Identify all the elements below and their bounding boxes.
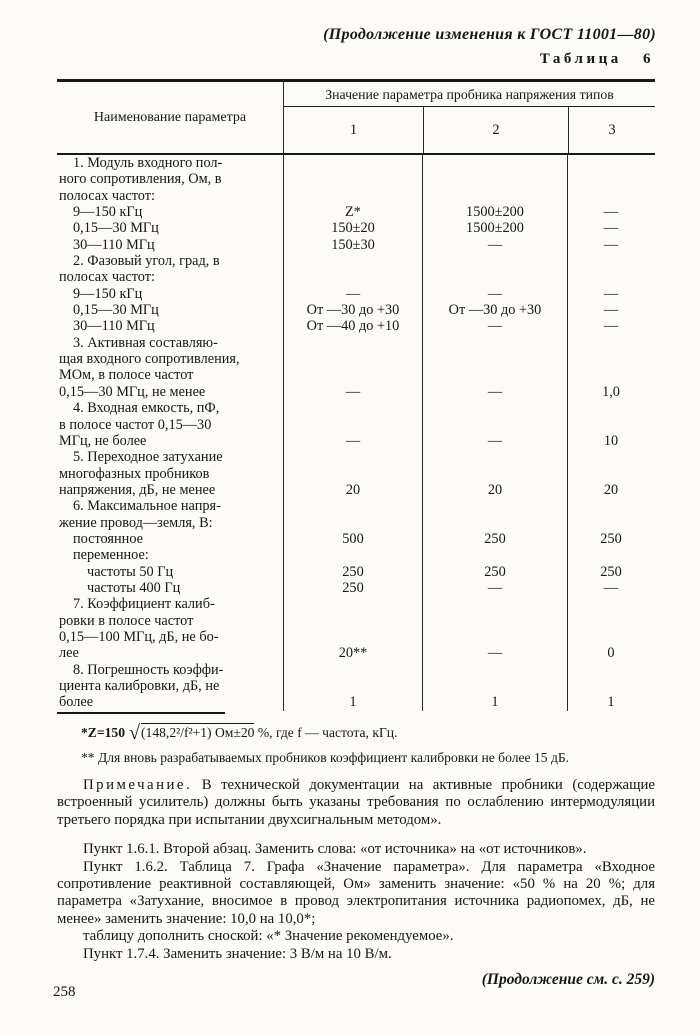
value-cell-type-2: [422, 662, 567, 678]
continuation-header: (Продолжение изменения к ГОСТ 11001—80): [323, 26, 656, 43]
parameters-table: [57, 79, 655, 711]
value-cell-type-3: 1,0: [567, 384, 654, 400]
value-cell-type-2: [422, 449, 567, 465]
value-cell-type-3: [567, 466, 654, 482]
value-cell-type-2: [422, 269, 567, 285]
values-header-group: [283, 82, 655, 153]
parameter-text: полосах частот:: [59, 187, 155, 204]
table-row: [57, 564, 655, 580]
value-cell-type-2: —: [422, 433, 567, 449]
table-row: [57, 335, 655, 351]
table-row: [57, 580, 655, 596]
table-body: [57, 155, 655, 711]
value-cell-type-2: —: [422, 237, 567, 253]
value-cell-type-2: [422, 351, 567, 367]
value-cell-type-3: —: [567, 237, 654, 253]
value-cell-type-3: [567, 367, 654, 383]
table-row: [57, 286, 655, 302]
type-column-3-header: 3: [568, 107, 655, 153]
parameter-text: 7. Коэффициент калиб-: [73, 596, 215, 613]
note-label: Примечание.: [83, 777, 193, 793]
type-column-1-header: 1: [349, 122, 358, 138]
parameter-text: 6. Максимальное напря-: [73, 498, 221, 515]
parameter-text: переменное:: [73, 547, 149, 564]
value-cell-type-1: [283, 629, 422, 645]
table-row: [57, 662, 655, 678]
value-cell-type-3: 0: [567, 645, 654, 661]
value-cell-type-1: [283, 335, 422, 351]
table-row: [57, 531, 655, 547]
footnote-divider: [57, 712, 225, 714]
value-cell-type-3: [567, 188, 654, 204]
value-cell-type-2: [422, 613, 567, 629]
parameter-text: жение провод—земля, В:: [59, 514, 213, 531]
value-cell-type-2: [422, 498, 567, 514]
value-cell-type-2: [422, 253, 567, 269]
table-row: [57, 302, 655, 318]
parameter-text: лее: [59, 645, 79, 662]
amendment-paragraph-4: Пункт 1.7.4. Заменить значение: 3 В/м на 10 В/м.: [83, 945, 392, 962]
table-row: [57, 613, 655, 629]
parameter-text: 5. Переходное затухание: [73, 449, 223, 466]
value-cell-type-3: 250: [567, 531, 654, 547]
type-column-2-header: 2: [423, 107, 568, 153]
value-cell-type-3: 1: [567, 694, 654, 710]
table-row: [57, 645, 655, 661]
value-cell-type-3: [567, 400, 654, 416]
value-cell-type-3: 10: [567, 433, 654, 449]
parameter-text: МГц, не более: [59, 432, 147, 449]
value-cell-type-2: [422, 678, 567, 694]
table-row: [57, 678, 655, 694]
value-cell-type-2: —: [422, 580, 567, 596]
page-number: 258: [53, 984, 76, 1000]
table-row: [57, 417, 655, 433]
note-text: В технической документации на активные пробники (содержащие встроенный усилитель) должны быть указаны требования по ослаблению интермодуляции третьего порядка при испытании двухсигнальным методом».: [57, 777, 655, 828]
value-cell-type-1: [283, 466, 422, 482]
value-cell-type-1: —: [283, 286, 422, 302]
parameter-text: 2. Фазовый угол, град, в: [73, 253, 220, 270]
below-table-content: [57, 708, 655, 989]
parameter-text: 30—110 МГц: [73, 236, 155, 253]
parameter-text: 30—110 МГц: [73, 318, 155, 335]
type-columns-row: [284, 107, 655, 153]
value-cell-type-2: [422, 417, 567, 433]
parameter-text: более: [59, 694, 94, 711]
table-row: [57, 155, 655, 171]
parameter-text: ного сопротивления, Ом, в: [59, 171, 222, 188]
parameter-text: полосах частот:: [59, 269, 155, 286]
value-cell-type-1: 250: [283, 580, 422, 596]
value-cell-type-3: —: [567, 302, 654, 318]
table-row: [57, 237, 655, 253]
value-cell-type-2: 250: [422, 531, 567, 547]
formula-prefix: *Z=150: [81, 725, 126, 740]
value-cell-type-1: 150±30: [283, 237, 422, 253]
value-cell-type-1: От —30 до +30: [283, 302, 422, 318]
table-header: [57, 79, 655, 155]
value-cell-type-1: [283, 613, 422, 629]
value-cell-type-1: —: [283, 433, 422, 449]
value-cell-type-1: [283, 253, 422, 269]
parameter-text: в полосе частот 0,15—30: [59, 416, 212, 433]
parameter-text: ровки в полосе частот: [59, 612, 194, 629]
value-cell-type-3: 20: [567, 482, 654, 498]
value-cell-type-1: [283, 171, 422, 187]
continuation-footer: (Продолжение см. с. 259): [481, 971, 655, 989]
table-row: [57, 547, 655, 563]
table-row: [57, 629, 655, 645]
value-cell-type-1: 20: [283, 482, 422, 498]
value-cell-type-3: [567, 449, 654, 465]
parameter-text: 3. Активная составляю-: [73, 334, 218, 351]
parameter-text: постоянное: [73, 530, 143, 547]
value-cell-type-2: [422, 466, 567, 482]
value-cell-type-3: [567, 253, 654, 269]
values-header: Значение параметра пробника напряжения типов: [284, 82, 655, 107]
table-row: [57, 596, 655, 612]
value-cell-type-2: —: [422, 384, 567, 400]
value-cell-type-2: [422, 155, 567, 171]
value-cell-type-1: [283, 269, 422, 285]
value-cell-type-3: [567, 613, 654, 629]
value-cell-type-2: [422, 335, 567, 351]
table-row: [57, 351, 655, 367]
table-row: [57, 482, 655, 498]
value-cell-type-3: [567, 596, 654, 612]
value-cell-type-2: —: [422, 318, 567, 334]
value-cell-type-3: —: [567, 318, 654, 334]
amendment-paragraph-1: Пункт 1.6.1. Второй абзац. Заменить слова: «от источника» на «от источников».: [83, 841, 587, 858]
parameter-text: циента калибровки, дБ, не: [59, 678, 220, 694]
value-cell-type-3: 250: [567, 564, 654, 580]
value-cell-type-1: 20**: [283, 645, 422, 661]
table-caption: Таблица 6: [539, 51, 654, 67]
table-row: [57, 220, 655, 236]
table-row: [57, 449, 655, 465]
value-cell-type-1: [283, 417, 422, 433]
value-cell-type-1: [283, 678, 422, 694]
value-cell-type-1: 1: [283, 694, 422, 710]
table-row: [57, 466, 655, 482]
parameter-name-header: Наименование параметра: [93, 109, 247, 125]
parameter-text: 9—150 кГц: [73, 204, 143, 221]
formula-tail: %, где f — частота, кГц.: [254, 725, 398, 740]
value-cell-type-2: 20: [422, 482, 567, 498]
value-cell-type-3: —: [567, 220, 654, 236]
value-cell-type-3: [567, 269, 654, 285]
value-cell-type-1: [283, 498, 422, 514]
value-cell-type-1: [283, 351, 422, 367]
value-cell-type-3: [567, 351, 654, 367]
table-row: [57, 400, 655, 416]
value-cell-type-1: Z*: [283, 204, 422, 220]
value-cell-type-2: —: [422, 645, 567, 661]
value-cell-type-3: [567, 547, 654, 563]
value-cell-type-3: [567, 515, 654, 531]
value-cell-type-3: [567, 335, 654, 351]
value-cell-type-3: [567, 171, 654, 187]
parameter-text: 0,15—30 МГц: [73, 302, 159, 319]
table-row: [57, 269, 655, 285]
table-row: [57, 204, 655, 220]
footnote-formula: [57, 723, 655, 743]
value-cell-type-2: 1500±200: [422, 204, 567, 220]
value-cell-type-3: —: [567, 286, 654, 302]
formula-expression: (148,2²/f²+1) Ом±20: [141, 725, 255, 740]
footnote-second: ** Для вновь разрабатываемых пробников коэффициент калибровки не более 15 дБ.: [81, 750, 570, 765]
value-cell-type-2: От —30 до +30: [422, 302, 567, 318]
value-cell-type-3: [567, 155, 654, 171]
value-cell-type-3: [567, 498, 654, 514]
amendment-paragraph-3: таблицу дополнить сноской: «* Значение рекомендуемое».: [83, 928, 454, 945]
value-cell-type-2: [422, 400, 567, 416]
value-cell-type-1: [283, 188, 422, 204]
parameter-text: частоты 50 Гц: [87, 563, 174, 580]
value-cell-type-3: —: [567, 580, 654, 596]
value-cell-type-2: 1: [422, 694, 567, 710]
table-row: [57, 188, 655, 204]
value-cell-type-1: [283, 400, 422, 416]
parameter-text: 8. Погрешность коэффи-: [73, 661, 224, 678]
amendment-paragraph-2: Пункт 1.6.2. Таблица 7. Графа «Значение параметра». Для параметра «Входное сопротивление реактивной составляющей, Ом» заменить значение: «50 % на 20 %; для параметра «Затухание, вносимое в провод электропитания источника радиопомех, дБ, не менее» заменить значение: 10,0 на 10,0*;: [57, 858, 655, 927]
parameter-text: многофазных пробников: [59, 465, 210, 482]
value-cell-type-1: [283, 596, 422, 612]
parameter-text: 0,15—30 МГц, не менее: [59, 383, 206, 400]
parameter-text: МОм, в полосе частот: [59, 367, 194, 384]
parameter-text: 0,15—100 МГц, дБ, не бо-: [59, 628, 219, 645]
table-row: [57, 318, 655, 334]
value-cell-type-1: [283, 547, 422, 563]
value-cell-type-3: [567, 629, 654, 645]
value-cell-type-1: [283, 449, 422, 465]
table-row: [57, 498, 655, 514]
parameter-text: 0,15—30 МГц: [73, 220, 159, 237]
table-row: [57, 367, 655, 383]
value-cell-type-1: 150±20: [283, 220, 422, 236]
value-cell-type-1: [283, 367, 422, 383]
parameter-text: 9—150 кГц: [73, 285, 143, 302]
value-cell-type-2: [422, 171, 567, 187]
value-cell-type-2: [422, 367, 567, 383]
value-cell-type-1: 250: [283, 564, 422, 580]
value-cell-type-2: —: [422, 286, 567, 302]
parameter-text: частоты 400 Гц: [87, 579, 181, 596]
value-cell-type-2: 1500±200: [422, 220, 567, 236]
value-cell-type-2: [422, 547, 567, 563]
value-cell-type-2: [422, 515, 567, 531]
value-cell-type-3: [567, 678, 654, 694]
value-cell-type-1: —: [283, 384, 422, 400]
radical-sign-icon: √: [129, 722, 140, 744]
table-row: [57, 384, 655, 400]
value-cell-type-1: От —40 до +10: [283, 318, 422, 334]
value-cell-type-2: [422, 629, 567, 645]
table-row: [57, 433, 655, 449]
parameter-text: 4. Входная емкость, пФ,: [73, 400, 220, 417]
value-cell-type-2: 250: [422, 564, 567, 580]
value-cell-type-1: 500: [283, 531, 422, 547]
table-row: [57, 171, 655, 187]
table-row: [57, 253, 655, 269]
parameter-text: 1. Модуль входного пол-: [73, 155, 223, 171]
note-paragraph: [57, 777, 655, 829]
value-cell-type-2: [422, 596, 567, 612]
value-cell-type-3: [567, 662, 654, 678]
value-cell-type-1: [283, 155, 422, 171]
value-cell-type-3: —: [567, 204, 654, 220]
value-cell-type-2: [422, 188, 567, 204]
value-cell-type-1: [283, 662, 422, 678]
table-row: [57, 515, 655, 531]
parameter-text: напряжения, дБ, не менее: [59, 481, 216, 498]
value-cell-type-1: [283, 515, 422, 531]
parameter-text: щая входного сопротивления,: [59, 351, 240, 368]
value-cell-type-3: [567, 417, 654, 433]
